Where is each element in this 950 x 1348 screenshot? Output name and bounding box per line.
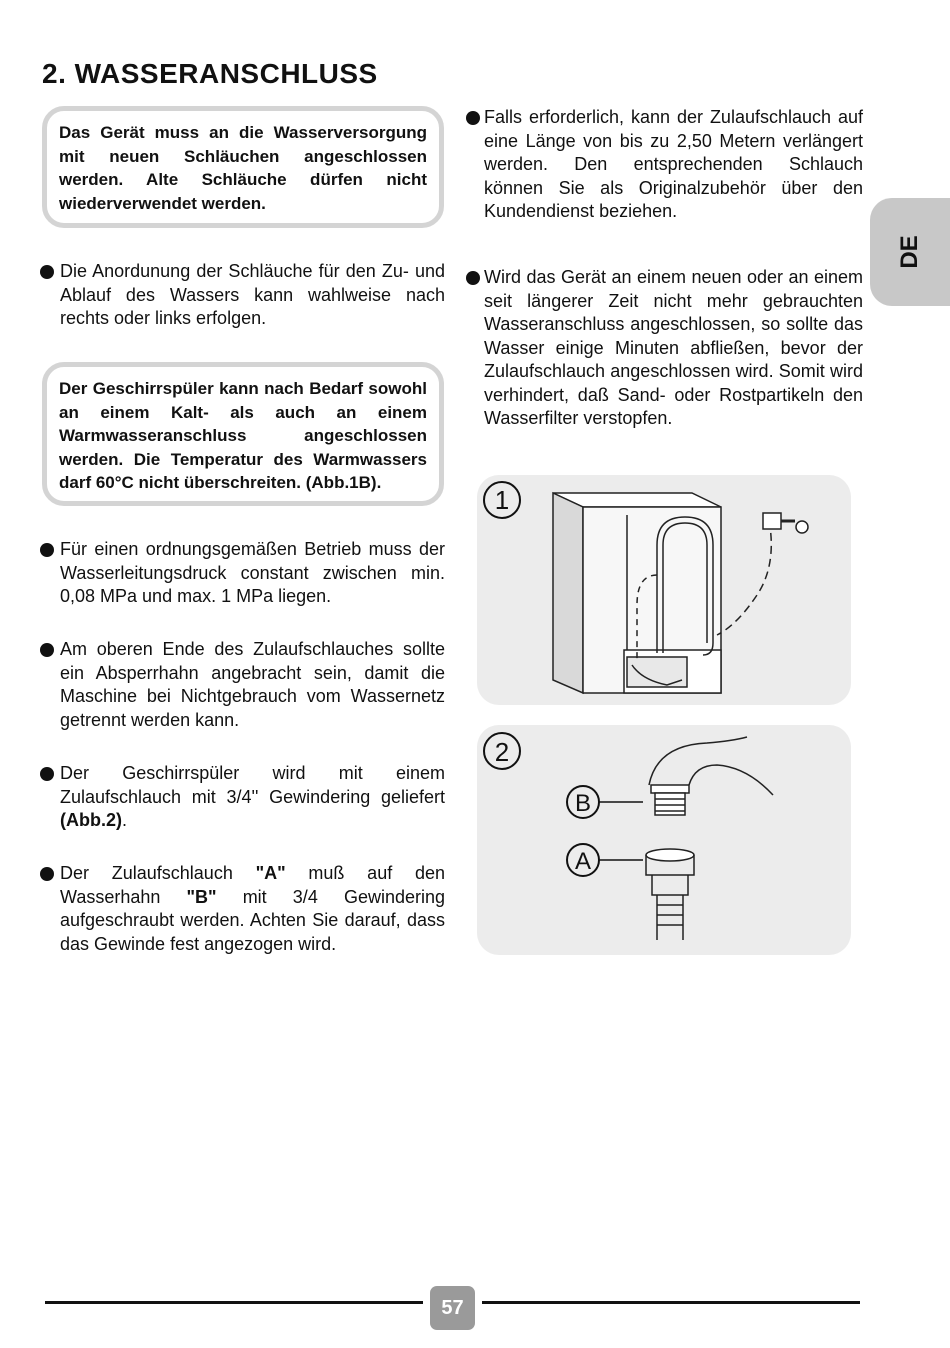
bullet-hose-direction (40, 260, 445, 331)
bullet-text: Für einen ordnungsgemäßen Betrieb muss der Wasserleitungsdruck constant zwischen min. 0,08 MPa und max. 1 MPa liegen. (60, 539, 445, 606)
bullet-icon (466, 111, 480, 125)
label-b: B (574, 790, 592, 817)
language-tab (870, 198, 950, 306)
bullet-icon (40, 543, 54, 557)
bullet-text: Die Anordunung der Schläuche für den Zu- und Ablauf des Wassers kann wahlweise nach rechts oder links erfolgen. (60, 261, 445, 328)
language-tab-label: DE (896, 235, 923, 269)
bullet-inlet-hose-thread (40, 762, 445, 833)
bullet-icon (40, 643, 54, 657)
figure-1-panel (477, 475, 851, 705)
bullet-hose-to-tap (40, 862, 445, 956)
bullet-icon (40, 767, 54, 781)
figure-2-panel (477, 725, 851, 955)
bullet-icon (466, 271, 480, 285)
bullet-text: Am oberen Ende des Zulaufschlauches sollte ein Absperrhahn angebracht sein, damit die Maschine bei Nichtgebrauch vom Wassernetz getrennt werden kann. (60, 639, 445, 730)
bullet-flush-water (466, 266, 863, 431)
bullet-icon (40, 265, 54, 279)
section-title: 2. WASSERANSCHLUSS (42, 58, 378, 89)
tap-illustration (649, 737, 773, 815)
note-box-water-temperature (42, 362, 444, 506)
figure-number: 2 (494, 737, 510, 767)
bullet-text: Falls erforderlich, kann der Zulaufschlauch auf eine Länge von bis zu 2,50 Metern verlängert werden. Den entsprechenden Schlauch können Sie als Originalzubehör über den Kundendienst beziehen. (484, 107, 863, 221)
bullet-shutoff-valve (40, 638, 445, 732)
bullet-text: Wird das Gerät an einem neuen oder an einem seit längerer Zeit nicht mehr gebrauchten Wasseranschluss angeschlossen, so sollte das Wasser einige Minuten abfließen, bevor der Zulaufschlauch angeschlossen wird. Somit wird verhindert, daß Sand- oder Rostpartikeln den Wasserfilter verstopfen. (484, 267, 863, 428)
bullet-text: Der Geschirrspüler wird mit einem Zulaufschlauch mit 3/4'' Gewindering geliefert (Abb.2). (60, 763, 445, 830)
figure-2-thread-connection-illustration (477, 725, 851, 955)
footer-rule-right (482, 1301, 860, 1304)
bullet-text: Der Zulaufschlauch "A" muß auf den Wasserhahn "B" mit 3/4 Gewindering aufgeschraubt werden. Achten Sie darauf, dass das Gewinde fest angezogen wird. (60, 863, 445, 954)
note-text: Der Geschirrspüler kann nach Bedarf sowohl an einem Kalt- als auch an einem Warmwasseranschluss angeschlossen werden. Die Temperatur des Warmwassers darf 60°C nicht überschreiten. (Abb.1B). (59, 379, 427, 492)
label-a: A (574, 848, 592, 875)
hose-fitting-illustration (646, 849, 694, 940)
bullet-hose-extension (466, 106, 863, 224)
note-box-new-hoses (42, 106, 444, 228)
note-text: Das Gerät muss an die Wasserversorgung mit neuen Schläuchen angeschlossen werden. Alte Schläuche dürfen nicht wiederverwendet werden. (59, 123, 427, 213)
bullet-icon (40, 867, 54, 881)
figure-number: 1 (494, 485, 510, 515)
dishwasher-illustration (553, 493, 721, 693)
figure-1-dishwasher-connection-illustration (477, 475, 851, 705)
page-number: 57 (430, 1286, 475, 1330)
footer-rule-left (45, 1301, 423, 1304)
bullet-water-pressure (40, 538, 445, 609)
